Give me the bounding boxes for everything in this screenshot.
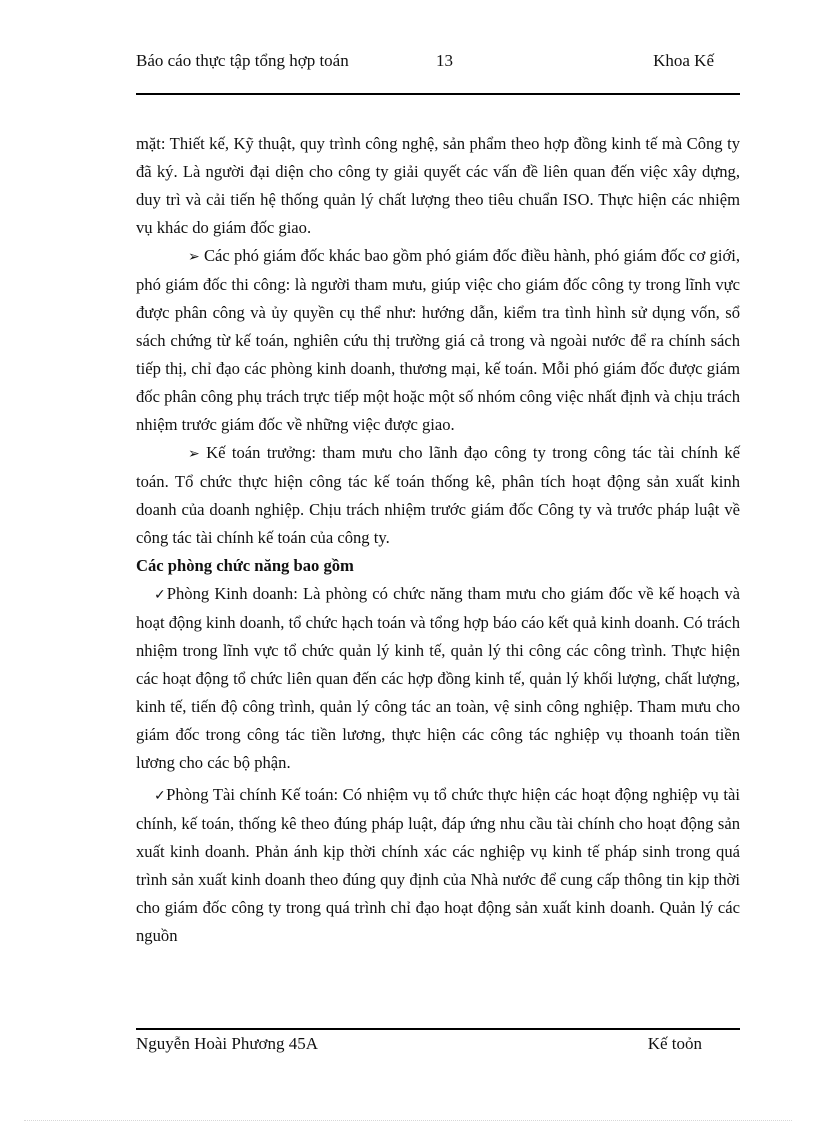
footer-department: Kế toỏn (647, 1034, 702, 1053)
paragraph-1: mặt: Thiết kế, Kỹ thuật, quy trình công nghệ, sản phẩm theo hợp đồng kinh tế mà Công ty đã ký. Là người đại diện cho công ty giải quyết các vấn đề liên quan đến việc xây dựng, duy trì và cải tiến hệ thống quản lý chất lượng theo tiêu chuẩn ISO. Thực hiện các nhiệm vụ khác do giám đốc giao. (136, 134, 740, 237)
header-rule (136, 93, 740, 95)
paragraph-3-text: Kế toán trưởng: tham mưu cho lãnh đạo công ty trong công tác tài chính kế toán. Tổ chức thực hiện công tác kế toán thống kê, phân tích hoạt động sản xuất kinh doanh của doanh nghiệp. Chịu trách nhiệm trước giám đốc Công ty và trước pháp luật về công tác tài chính kế toán của công ty. (136, 443, 740, 547)
paragraph-5 (136, 781, 740, 950)
paragraph-4-text: Phòng Kinh doanh: Là phòng có chức năng tham mưu cho giám đốc về kế hoạch và hoạt động kinh doanh, tổ chức hạch toán và tổng hợp báo cáo kết quả kinh doanh. Có trách nhiệm trong lĩnh vực tổ chức quản lý kinh tế, quản lý thi công các công trình. Thực hiện các hoạt động tổ chức liên quan đến các hợp đồng kinh tế, quản lý khối lượng, chất lượng, kinh tế, tiến độ công trình, quản lý công tác an toàn, vệ sinh công nghiệp. Tham mưu cho giám đốc trong công tác tiền lương, thực hiện các công tác nghiệp vụ thoanh toán tiền lương cho các bộ phận. (136, 584, 740, 772)
paragraph-2-text: Các phó giám đốc khác bao gồm phó giám đốc điều hành, phó giám đốc cơ giới, phó giám đốc thi công: là người tham mưu, giúp việc cho giám đốc công ty trong lĩnh vực được phân công và ủy quyền cụ thể như: hướng dẫn, kiểm tra tình hình sử dụng vốn, sổ sách chứng từ kế toán, nghiên cứu thị trường giá cả trong và ngoài nước để ra chính sách tiếp thị, chỉ đạo các phòng kinh doanh, thương mại, kế toán. Mỗi phó giám đốc được giám đốc phân công phụ trách trực tiếp một hoặc một số nhóm công việc nhất định và chịu trách nhiệm trước giám đốc về những việc được giao. (136, 246, 740, 434)
header-department: Khoa Kế (653, 51, 714, 70)
footer-author: Nguyễn Hoài Phương 45A (136, 1034, 319, 1053)
header-title: Báo cáo thực tập tổng hợp toán (136, 51, 349, 70)
check-bullet-icon: ✓ (154, 788, 167, 804)
arrow-bullet-icon: ➢ (188, 249, 200, 265)
check-bullet-icon: ✓ (154, 587, 167, 603)
page-body (136, 130, 740, 950)
paragraph-5-text: Phòng Tài chính Kế toán: Có nhiệm vụ tổ chức thực hiện các hoạt động nghiệp vụ tài chính, kế toán, thống kê theo đúng pháp luật, đáp ứng nhu cầu tài chính cho hoạt động sản xuất kinh doanh. Phản ánh kịp thời chính xác các nghiệp vụ kinh tế pháp sinh trong quá trình sản xuất kinh doanh theo đúng quy định của Nhà nước để cung cấp thông tin kịp thời cho giám đốc công ty trong quá trình chỉ đạo hoạt động sản xuất kinh doanh. Quản lý các nguồn (136, 785, 740, 945)
arrow-bullet-icon: ➢ (188, 446, 200, 462)
page-edge (24, 1120, 792, 1121)
section-heading: Các phòng chức năng bao gồm (136, 556, 354, 575)
paragraph-2 (136, 242, 740, 439)
page-number: 13 (436, 51, 453, 70)
paragraph-3 (136, 439, 740, 552)
footer-rule (136, 1028, 740, 1030)
paragraph-4 (136, 580, 740, 777)
